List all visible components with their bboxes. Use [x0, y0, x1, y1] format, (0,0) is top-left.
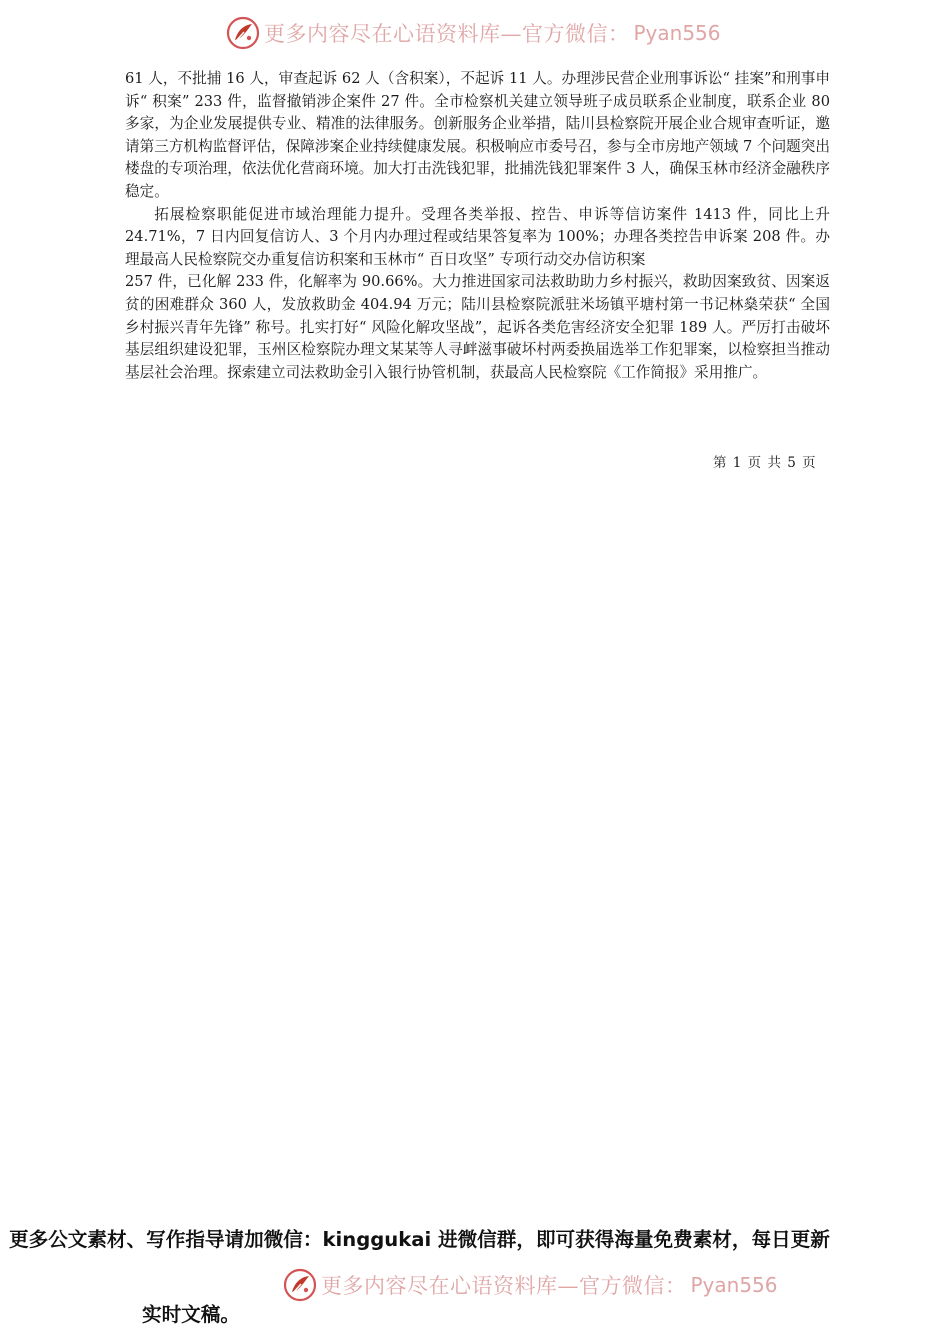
paragraph-3: 257 件，已化解 233 件，化解率为 90.66%。大力推进国家司法救助助力乡村振兴，救助因案致贫、因案返贫的困难群众 360 人，发放救助金 404.94 万元；陆川县检察院派驻米场镇平塘村第一书记林燊荣获“ 全国乡村振兴青年先锋” 称号。扎实打好“ 风险化解攻坚战”，起诉各类危害经济安全犯罪 189 人。严厉打击破坏基层组织建设犯罪，玉州区检察院办理文某某等人寻衅滋事破坏村两委换届选举工作犯罪案，以检察担当推动基层社会治理。探索建立司法救助金引入银行协管机制，获最高人民检察院《工作简报》采用推广。 — [125, 273, 831, 381]
paragraph-2: 拓展检察职能促进市域治理能力提升。受理各类举报、控告、申诉等信访案件 1413 件，同比上升 24.71%，7 日内回复信访人、3 个月内办理过程或结果答复率为 100%；办理各类控告申诉案 208 件。办理最高人民检察院交办重复信访积案和玉林市“ 百日攻坚” 专项行动交办信访积案 — [125, 205, 830, 268]
brand-logo-icon — [226, 16, 260, 50]
paragraph-1: 61 人，不批捕 16 人，审查起诉 62 人（含积案），不起诉 11 人。办理涉民营企业刑事诉讼“ 挂案”和刑事申诉“ 积案” 233 件，监督撤销涉企案件 27 件。全市检察机关建立领导班子成员联系企业制度，联系企业 80 多家，为企业发展提供专业、精准的法律服务。创新服务企业举措，陆川县检察院开展企业合规审查听证，邀请第三方机构监督评估，保障涉案企业持续健康发展。积极响应市委号召，参与全市房地产领域 7 个问题突出楼盘的专项治理，依法优化营商环境。加大打击洗钱犯罪，批捕洗钱犯罪案件 3 人，确保玉林市经济金融秩序稳定。 — [125, 70, 830, 200]
watermark-wechat-id: Pyan556 — [633, 21, 721, 45]
brand-logo-icon — [283, 1268, 317, 1302]
promo-line-2: 实时文稿。 — [142, 1303, 240, 1326]
promo-line-1: 更多公文素材、写作指导请加微信：kinggukai 进微信群，即可获得海量免费素材，每日更新 — [9, 1228, 830, 1251]
page-number: 第 1 页 共 5 页 — [713, 455, 817, 471]
watermark-header — [226, 16, 721, 50]
watermark-wechat-id: Pyan556 — [690, 1273, 778, 1297]
watermark-footer — [283, 1268, 778, 1302]
watermark-text: 更多内容尽在心语资料库—官方微信： — [321, 1274, 687, 1298]
document-body — [125, 68, 830, 384]
watermark-text: 更多内容尽在心语资料库—官方微信： — [264, 22, 630, 46]
